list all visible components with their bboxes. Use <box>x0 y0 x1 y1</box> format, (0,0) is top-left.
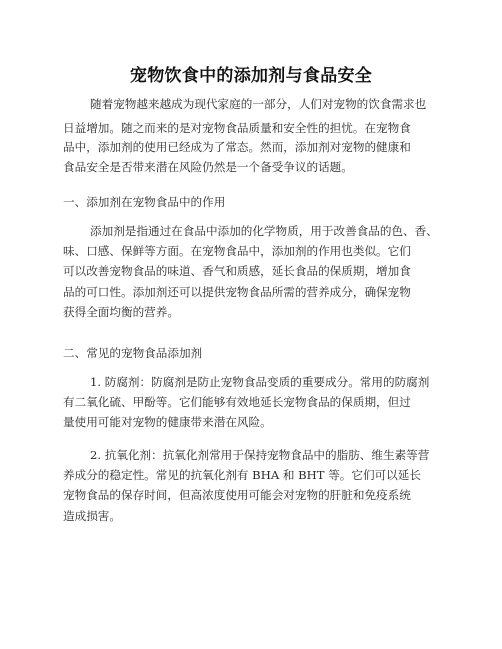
list-item-line: 有二氧化硫、甲酚等。它们能够有效地延长宠物食品的保质期，但过 <box>63 395 411 409</box>
list-item-line: 造成损害。 <box>63 509 121 523</box>
intro-line: 食品安全是否带来潜在风险仍然是一个备受争议的话题。 <box>63 160 353 174</box>
list-item-line: 量使用可能对宠物的健康带来潜在风险。 <box>63 415 272 429</box>
intro-line: 品中，添加剂的使用已经成为了常态。然而，添加剂对宠物的健康和 <box>63 140 411 154</box>
list-item-line: 1. 防腐剂：防腐剂是防止宠物食品变质的重要成分。常用的防腐剂 <box>90 375 430 389</box>
section-heading: 二、常见的宠物食品添加剂 <box>63 346 203 360</box>
list-item-line: 养成分的稳定性。常见的抗氧化剂有 BHA 和 BHT 等。它们可以延长 <box>63 468 421 482</box>
section1-line: 品的可口性。添加剂还可以提供宠物食品所需的营养成分，确保宠物 <box>63 285 411 299</box>
section1-line: 味、口感、保鲜等方面。在宠物食品中，添加剂的作用也类似。它们 <box>63 244 411 258</box>
list-item-line: 2. 抗氧化剂：抗氧化剂常用于保持宠物食品中的脂肪、维生素等营 <box>90 448 430 462</box>
page-title: 宠物饮食中的添加剂与食品安全 <box>129 66 373 86</box>
section1-line: 添加剂是指通过在食品中添加的化学物质，用于改善食品的色、香、 <box>90 224 438 238</box>
section1-line: 可以改善宠物食品的味道、香气和质感，延长食品的保质期，增加食 <box>63 264 411 278</box>
intro-line: 随着宠物越来越成为现代家庭的一部分，人们对宠物的饮食需求也 <box>90 97 427 111</box>
list-item-line: 宠物食品的保存时间，但高浓度使用可能会对宠物的肝脏和免疫系统 <box>63 488 411 502</box>
section-heading: 一、添加剂在宠物食品中的作用 <box>63 195 226 209</box>
intro-line: 日益增加。随之而来的是对宠物食品质量和安全性的担忧。在宠物食 <box>63 121 411 135</box>
section1-line: 获得全面均衡的营养。 <box>63 305 179 319</box>
